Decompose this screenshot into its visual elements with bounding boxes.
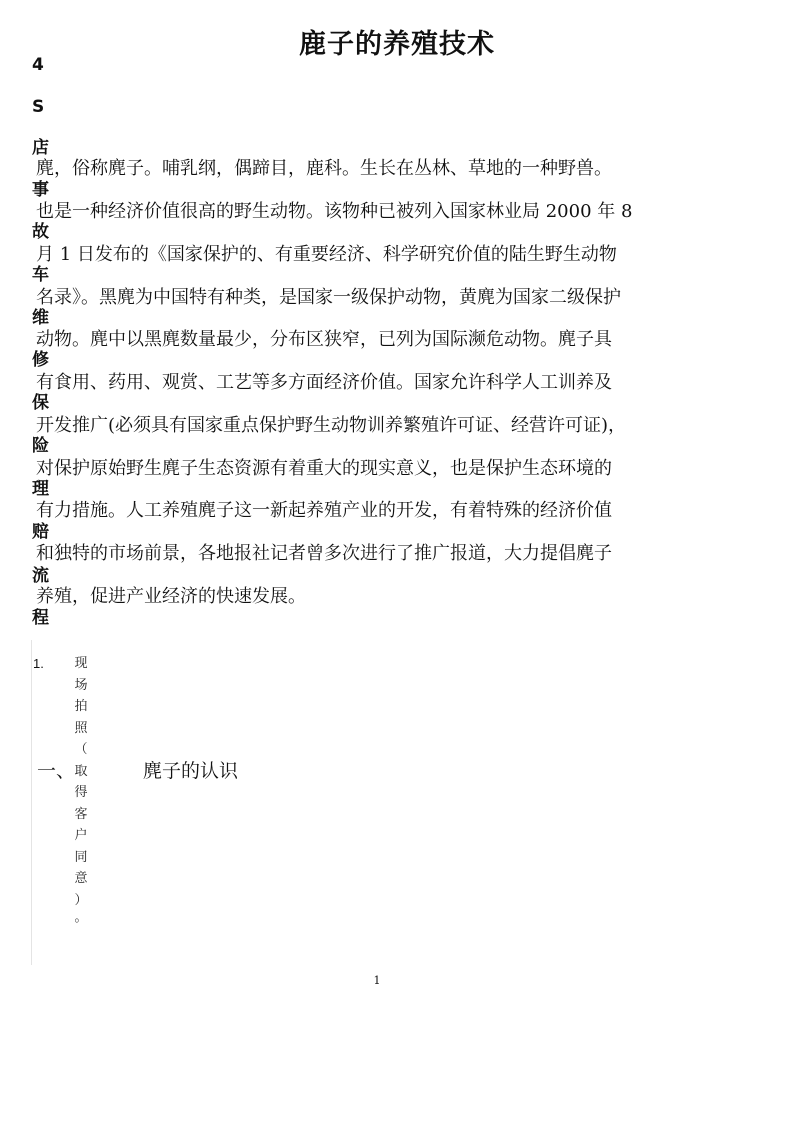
sidebar-char: 赔 (32, 522, 49, 542)
paragraph-line: 名录》。黑麂为中国特有种类，是国家一级保护动物，黄麂为国家二级保护 (36, 287, 621, 308)
paragraph-line: 有食用、药用、观赏、工艺等多方面经济价值。国家允许科学人工训养及 (36, 372, 612, 393)
paragraph-line: 麂，俗称麂子。哺乳纲，偶蹄目，鹿科。生长在丛林、草地的一种野兽。 (36, 158, 612, 179)
sidebar-char: 理 (32, 479, 49, 499)
sidebar-char: 维 (32, 308, 49, 328)
sidebar-char: 程 (32, 608, 49, 628)
sidebar-char: 4 (32, 55, 44, 75)
vertical-text-char: ） (74, 893, 88, 908)
sidebar-char: 故 (32, 222, 49, 242)
vertical-text-char: 客 (74, 807, 88, 822)
paragraph-line: 也是一种经济价值很高的野生动物。该物种已被列入国家林业局 2000 年 8 (36, 201, 633, 222)
sidebar-char: 流 (32, 566, 49, 586)
paragraph-line: 养殖，促进产业经济的快速发展。 (36, 586, 306, 607)
section-heading: 麂子的认识 (143, 760, 239, 782)
sidebar-char: 险 (32, 436, 49, 456)
paragraph-line: 动物。麂中以黑麂数量最少，分布区狭窄，已列为国际濒危动物。麂子具 (36, 329, 612, 350)
vertical-text-char: 。 (74, 910, 88, 925)
document-title: 鹿子的养殖技术 (299, 29, 495, 60)
page-number: 1 (373, 974, 381, 987)
paragraph-line: 开发推广(必须具有国家重点保护野生动物训养繁殖许可证、经营许可证)， (36, 415, 627, 436)
vertical-text-char: 场 (74, 678, 88, 693)
paragraph-line: 对保护原始野生麂子生态资源有着重大的现实意义，也是保护生态环境的 (36, 458, 612, 479)
vertical-text-char: （ (74, 742, 88, 757)
vertical-text-char: 取 (74, 764, 88, 779)
vertical-text-char: 户 (74, 828, 88, 843)
vertical-text-char: 现 (74, 656, 88, 671)
sidebar-char: 车 (32, 265, 49, 285)
sidebar-char: 保 (32, 393, 49, 413)
vertical-text-char: 同 (74, 850, 88, 865)
paragraph-line: 有力措施。人工养殖麂子这一新起养殖产业的开发，有着特殊的经济价值 (36, 500, 612, 521)
vertical-text-char: 意 (74, 871, 88, 886)
paragraph-line: 月 1 日发布的《国家保护的、有重要经济、科学研究价值的陆生野生动物 (36, 244, 617, 265)
paragraph-line: 和独特的市场前景，各地报社记者曾多次进行了推广报道，大力提倡麂子 (36, 543, 612, 564)
vertical-text-char: 拍 (74, 699, 88, 714)
section-number: 一、 (37, 760, 76, 782)
sidebar-char: 事 (32, 180, 49, 200)
sidebar-char: S (32, 97, 45, 117)
vertical-text-char: 得 (74, 785, 88, 800)
vertical-text-char: 照 (74, 721, 88, 736)
sidebar-char: 修 (32, 350, 49, 370)
list-number: 1. (33, 656, 44, 671)
margin-rule (31, 640, 32, 965)
sidebar-char: 店 (32, 138, 49, 158)
